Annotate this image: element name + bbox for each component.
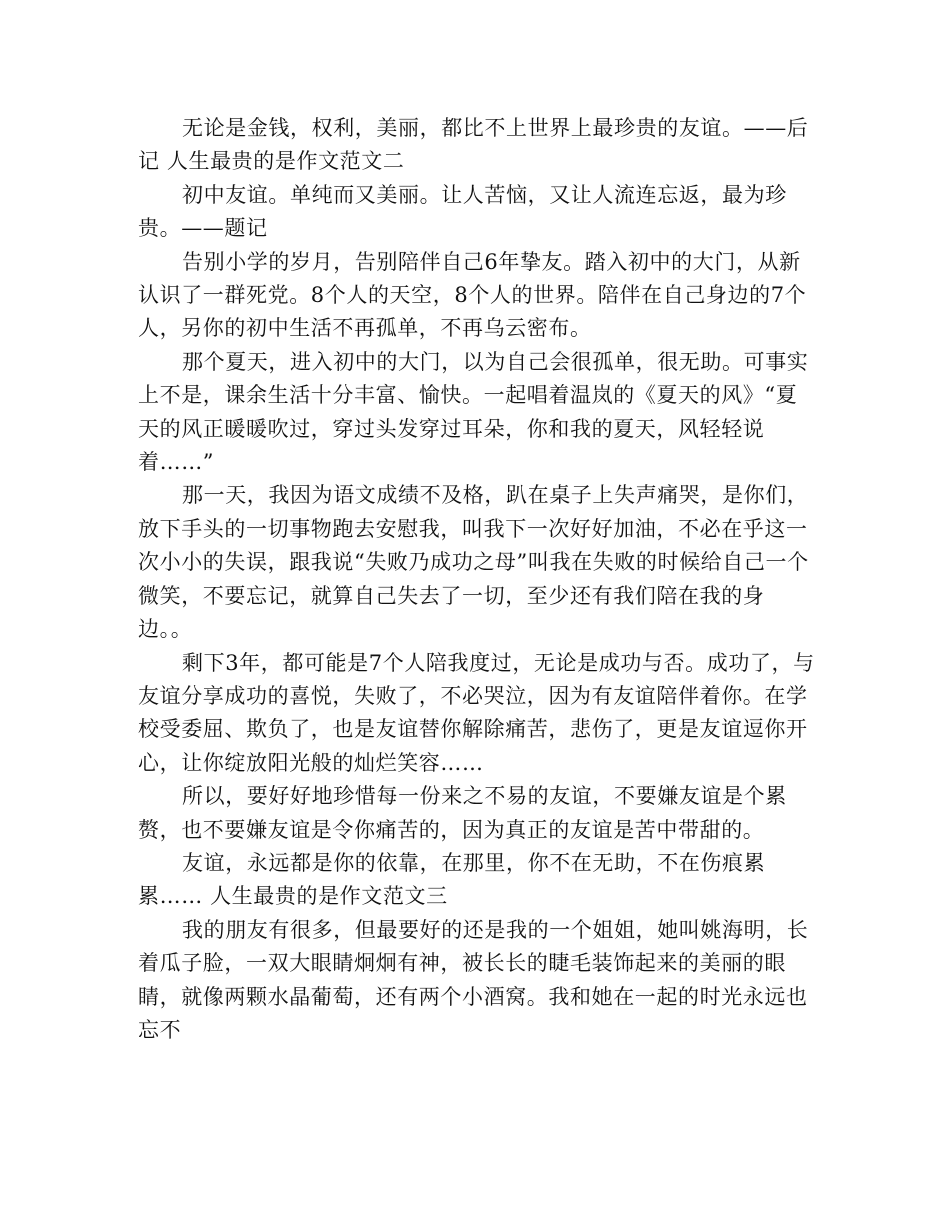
paragraph-afterword: 无论是金钱，权利，美丽，都比不上世界上最珍贵的友谊。——后记 人生最贵的是作文范文二 <box>138 116 809 174</box>
paragraph-comfort: 那一天，我因为语文成绩不及格，趴在桌子上失声痛哭，是你们，放下手头的一切事物跑去安慰我，叫我下一次好好加油，不必在乎这一次小小的失误，跟我说“失败乃成功之母”叫我在失败的时候给自己一个微笑，不要忘记，就算自己失去了一切，至少还有我们陪在我的身边。。 <box>138 483 809 642</box>
paragraph-reliance: 友谊，永远都是你的依靠，在那里，你不在无助，不在伤痕累累…… 人生最贵的是作文范文三 <box>138 850 766 909</box>
paragraph-cherish: 所以，要好好地珍惜每一份来之不易的友谊，不要嫌友谊是个累赘，也不要嫌友谊是令你痛苦的，因为真正的友谊是苦中带甜的。 <box>138 784 787 842</box>
essay-body <box>138 112 818 1047</box>
paragraph-sister: 我的朋友有很多，但最要好的还是我的一个姐姐，她叫姚海明，长着瓜子脸，一双大眼睛炯炯有神，被长长的睫毛装饰起来的美丽的眼睛，就像两颗水晶葡萄，还有两个小酒窝。我和她在一起的时光永远也忘不 <box>138 917 809 1042</box>
paragraph-farewell: 告别小学的岁月，告别陪伴自己6年挚友。踏入初中的大门，从新认识了一群死党。8个人的天空，8个人的世界。陪伴在自己身边的7个人，另你的初中生活不再孤单，不再乌云密布。 <box>138 249 807 341</box>
paragraph-remaining-years: 剩下3年，都可能是7个人陪我度过，无论是成功与否。成功了，与友谊分享成功的喜悦，失败了，不必哭泣，因为有友谊陪伴着你。在学校受委屈、欺负了，也是友谊替你解除痛苦，悲伤了，更是友谊逗你开心，让你绽放阳光般的灿烂笑容…… <box>138 650 815 775</box>
paragraph-preface: 初中友谊。单纯而又美丽。让人苦恼，又让人流连忘返，最为珍贵。——题记 <box>138 182 787 241</box>
paragraph-summer: 那个夏天，进入初中的大门，以为自己会很孤单，很无助。可事实上不是，课余生活十分丰富、愉快。一起唱着温岚的《夏天的风》“夏天的风正暖暖吹过，穿过头发穿过耳朵，你和我的夏天，风轻轻说着……” <box>138 349 809 475</box>
